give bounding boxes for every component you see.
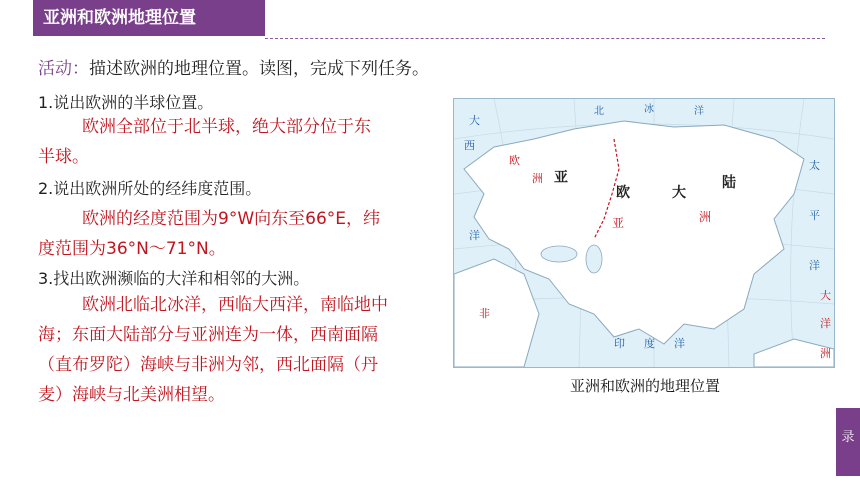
label-aus-yang: 洋 — [820, 317, 831, 330]
answer-2 — [38, 204, 470, 264]
question-1: 1.说出欧洲的半球位置。 — [38, 93, 214, 112]
label-ya: 亚 — [554, 170, 568, 186]
label-asia-zhou: 洲 — [699, 210, 712, 224]
map-caption: 亚洲和欧洲的地理位置 — [570, 377, 721, 395]
label-n-bei: 北 — [594, 106, 604, 117]
activity-text: 描述欧洲的地理位置。读图，完成下列任务。 — [89, 59, 429, 79]
answer-3-line-1: 欧洲北临北冰洋，西临大西洋，南临地中 — [82, 295, 388, 315]
answer-3 — [38, 290, 470, 410]
answer-2-line-1: 欧洲的经度范围为9°W向东至66°E，纬 — [82, 209, 380, 229]
answer-3-line-3: （直布罗陀）海峡与非洲为邻，西北面隔（丹 — [38, 355, 378, 375]
label-ocean-da: 大 — [469, 114, 480, 127]
label-pac-ping: 平 — [809, 209, 820, 222]
label-ind-yin: 印 — [614, 337, 625, 350]
label-da: 大 — [672, 185, 686, 201]
label-ind-du: 度 — [644, 337, 655, 350]
label-eu-ou: 欧 — [509, 154, 520, 167]
side-tab-label: 录 — [841, 430, 855, 445]
answer-1 — [38, 112, 470, 172]
activity-label: 活动： — [38, 59, 89, 79]
page-title: 亚洲和欧洲地理位置 — [33, 0, 265, 36]
label-asia-ya: 亚 — [612, 216, 625, 230]
label-n-bing: 冰 — [644, 104, 654, 115]
label-ou: 欧 — [616, 185, 630, 201]
answer-2-line-2: 度范围为36°N～71°N。 — [38, 239, 226, 259]
label-lu: 陆 — [722, 175, 736, 191]
title-divider — [265, 38, 825, 39]
label-pac-yang: 洋 — [809, 259, 820, 272]
question-2: 2.说出欧洲所处的经纬度范围。 — [38, 179, 262, 198]
answer-3-line-4: 麦）海峡与北美洲相望。 — [38, 385, 225, 405]
side-tab[interactable] — [836, 408, 860, 476]
answer-3-line-2: 海；东面大陆部分与亚洲连为一体，西南面隔 — [38, 325, 378, 345]
answer-1-line-2: 半球。 — [38, 147, 89, 167]
asia-europe-map — [453, 98, 835, 368]
answer-1-line-1: 欧洲全部位于北半球，绝大部分位于东 — [82, 117, 371, 137]
label-ind-yang: 洋 — [674, 337, 685, 350]
label-ocean-xi: 西 — [464, 139, 475, 152]
map-svg — [454, 99, 834, 367]
label-eu-zhou: 洲 — [532, 172, 543, 185]
label-pac-tai: 太 — [809, 159, 820, 172]
question-3: 3.找出欧洲濒临的大洋和相邻的大洲。 — [38, 269, 310, 288]
activity-line — [38, 54, 429, 79]
label-aus-zhou: 洲 — [820, 347, 831, 360]
label-af-fei: 非 — [479, 307, 490, 320]
label-aus-da: 大 — [820, 289, 831, 302]
label-ocean-yang: 洋 — [469, 229, 480, 242]
label-n-yang: 洋 — [694, 106, 704, 117]
